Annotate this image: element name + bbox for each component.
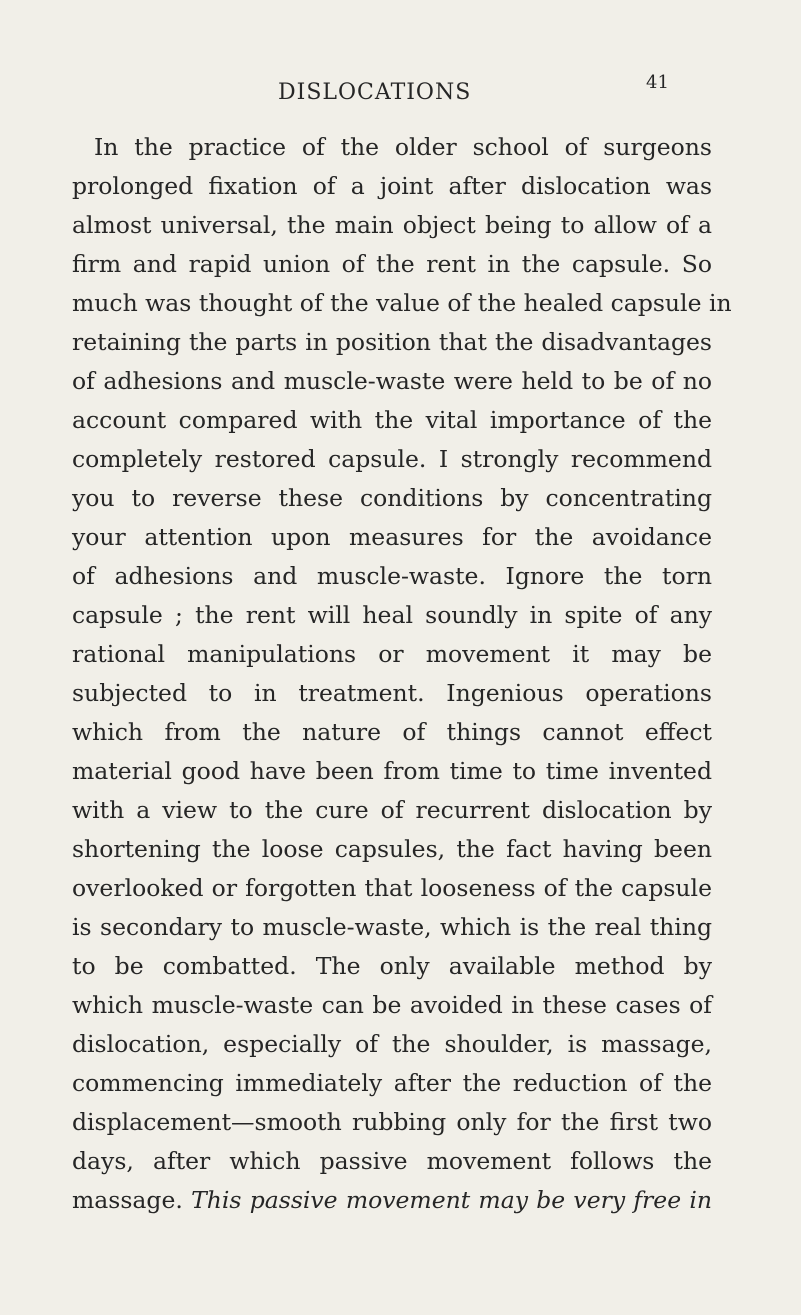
final-line-roman: massage.	[72, 1186, 183, 1214]
page-number: 41	[646, 72, 669, 93]
text-line: much was thought of the value of the healed capsule in	[72, 289, 732, 317]
text-line: retaining the parts in position that the disadvantages	[72, 328, 712, 356]
text-line: days, after which passive movement follows the	[72, 1147, 712, 1175]
text-line: which muscle-waste can be avoided in these cases of	[72, 991, 712, 1019]
text-line: dislocation, especially of the shoulder, is massage,	[72, 1030, 712, 1058]
text-line: with a view to the cure of recurrent dislocation by	[72, 796, 712, 824]
text-line: prolonged fixation of a joint after dislocation was	[72, 172, 712, 200]
text-line: is secondary to muscle-waste, which is the real thing	[72, 913, 712, 941]
text-line: shortening the loose capsules, the fact having been	[72, 835, 712, 863]
text-line: of adhesions and muscle-waste. Ignore the torn	[72, 562, 712, 590]
body-paragraph	[72, 128, 732, 1220]
text-line: rational manipulations or movement it may be	[72, 640, 712, 668]
text-line: of adhesions and muscle-waste were held to be of no	[72, 367, 712, 395]
text-line: almost universal, the main object being to allow of a	[72, 211, 712, 239]
text-line: account compared with the vital importance of the	[72, 406, 712, 434]
text-line: capsule ; the rent will heal soundly in spite of any	[72, 601, 712, 629]
text-line: completely restored capsule. I strongly recommend	[72, 445, 712, 473]
text-line: you to reverse these conditions by concentrating	[72, 484, 712, 512]
text-line: firm and rapid union of the rent in the capsule. So	[72, 250, 712, 278]
text-line: overlooked or forgotten that looseness of the capsule	[72, 874, 712, 902]
running-head	[0, 72, 801, 112]
text-line: your attention upon measures for the avoidance	[72, 523, 712, 551]
text-line: displacement—smooth rubbing only for the first two	[72, 1108, 712, 1136]
text-line: commencing immediately after the reduction of the	[72, 1069, 712, 1097]
text-line: material good have been from time to time invented	[72, 757, 712, 785]
text-line-final	[72, 1181, 712, 1220]
text-line: which from the nature of things cannot effect	[72, 718, 712, 746]
text-line: In the practice of the older school of surgeons	[94, 133, 712, 161]
italic-emphasis: This passive movement may be very free in	[191, 1186, 712, 1214]
text-line: subjected to in treatment. Ingenious operations	[72, 679, 712, 707]
text-line: to be combatted. The only available method by	[72, 952, 712, 980]
running-head-title: DISLOCATIONS	[278, 80, 472, 105]
